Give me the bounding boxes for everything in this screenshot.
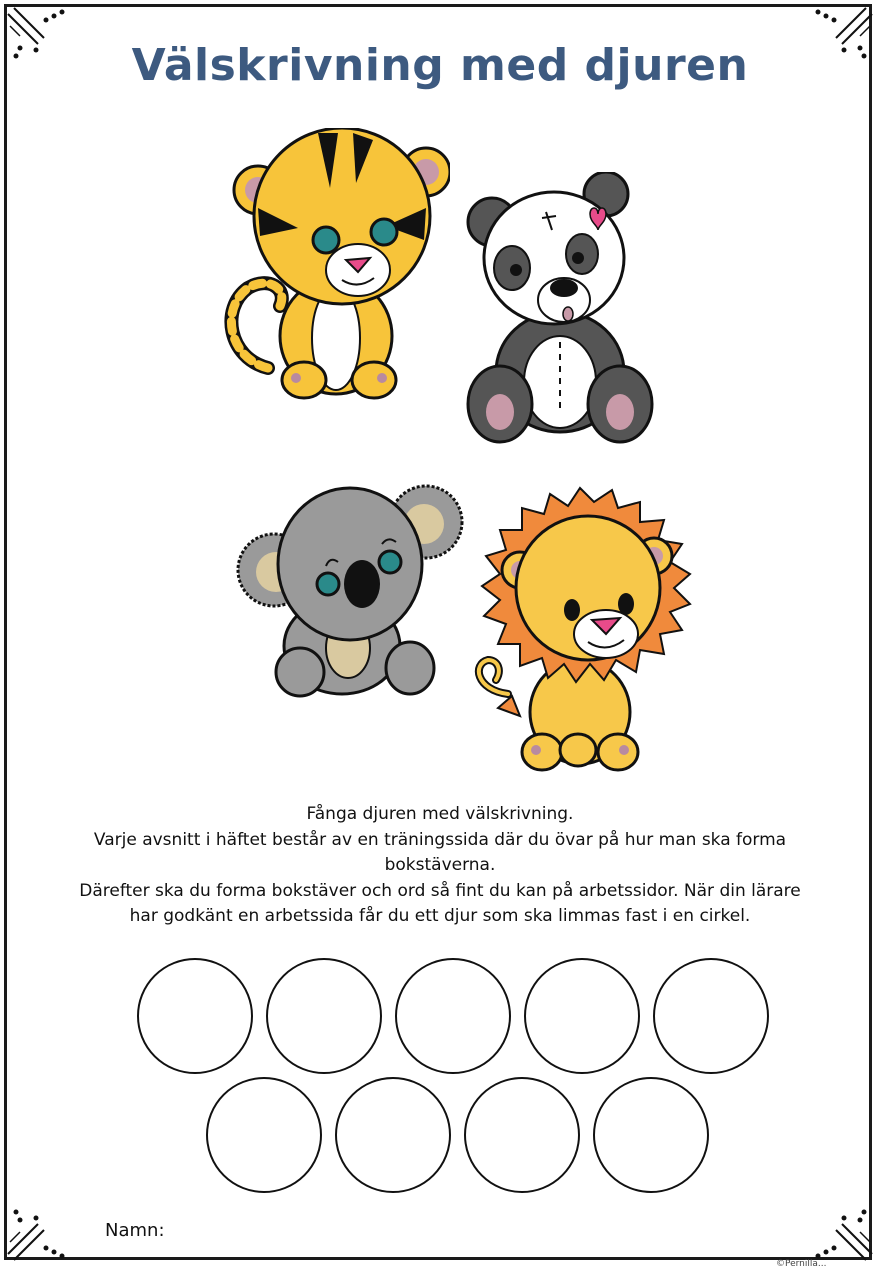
sticker-circle bbox=[395, 958, 511, 1074]
sticker-circle bbox=[464, 1077, 580, 1193]
sticker-circle bbox=[266, 958, 382, 1074]
copyright-text: ©Pernilla... bbox=[776, 1259, 827, 1269]
koala-illustration bbox=[234, 476, 464, 700]
instruction-line: Därefter ska du forma bokstäver och ord så fint du kan på arbetssidor. När din lärare bbox=[79, 880, 801, 901]
instruction-line: bokstäverna. bbox=[384, 855, 496, 875]
corner-ornament-bottom-right bbox=[814, 1202, 874, 1262]
instruction-line: Fånga djuren med välskrivning. bbox=[306, 804, 574, 824]
tiger-illustration bbox=[218, 128, 450, 406]
sticker-circle bbox=[524, 958, 640, 1074]
instruction-line: Varje avsnitt i häftet består av en träningssida där du övar på hur man ska forma bbox=[93, 829, 787, 850]
sticker-circle bbox=[137, 958, 253, 1074]
sticker-circle bbox=[653, 958, 769, 1074]
instructions-text bbox=[20, 802, 860, 930]
instruction-line: har godkänt en arbetssida får du ett djur som ska limmas fast i en cirkel. bbox=[129, 906, 751, 926]
sticker-circle bbox=[593, 1077, 709, 1193]
panda-illustration bbox=[464, 172, 656, 446]
corner-ornament-bottom-left bbox=[6, 1202, 66, 1262]
sticker-circle bbox=[206, 1077, 322, 1193]
lion-illustration bbox=[468, 484, 702, 776]
page-title: Välskrivning med djuren bbox=[131, 40, 749, 91]
sticker-circle bbox=[335, 1077, 451, 1193]
name-label: Namn: bbox=[105, 1220, 165, 1241]
